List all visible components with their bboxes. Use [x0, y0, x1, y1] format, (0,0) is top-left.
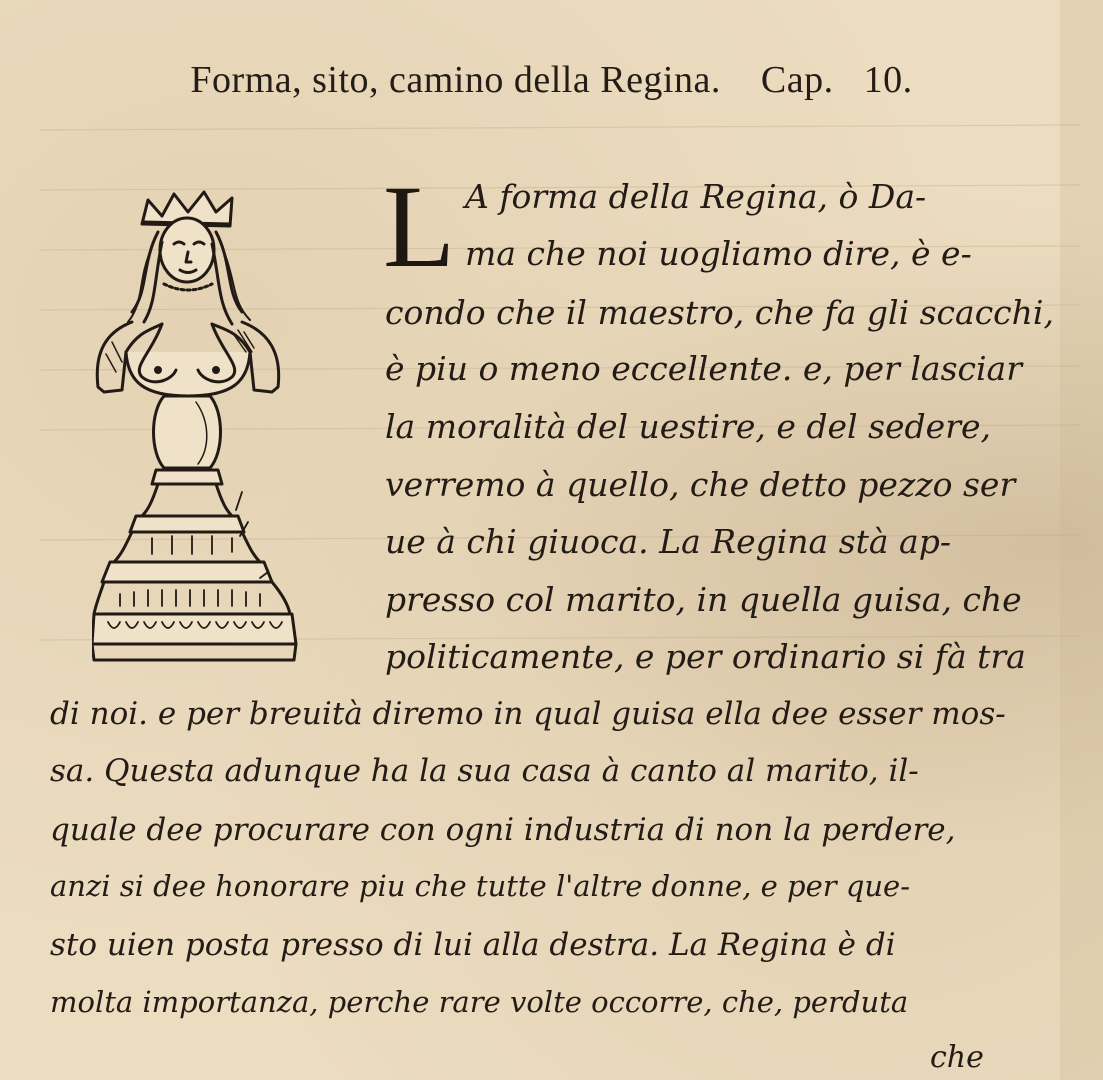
text-line-4: è piu o meno eccellente. e, per lasciar — [385, 349, 1022, 388]
text-line-1: A forma della Regina, ò Da- — [465, 177, 927, 216]
chapter-number: 10. — [863, 59, 913, 101]
text-line-5: la moralità del uestire, e del sedere, — [385, 407, 992, 446]
chess-queen-woodcut-icon — [92, 182, 307, 677]
text-line-7: ue à chi giuoca. La Regina stà ap- — [385, 522, 952, 561]
text-line-11: sa. Questa adunque ha la sua casa à canto al marito, il- — [50, 753, 919, 789]
chapter-label: Cap. — [760, 59, 834, 101]
text-line-10: di noi. e per breuità diremo in qual guisa ella dee esser mos- — [50, 696, 1006, 732]
page-header — [0, 58, 1103, 102]
text-line-6: verremo à quello, che detto pezzo ser — [385, 465, 1016, 504]
text-line-2: ma che noi uogliamo dire, è e- — [465, 234, 972, 273]
text-line-12: quale dee procurare con ogni industria di non la perdere, — [50, 812, 956, 848]
chapter-title: Forma, sito, camino della Regina. — [190, 59, 721, 101]
text-line-15: molta importanza, perche rare volte occorre, che, perduta — [50, 985, 909, 1019]
text-line-13: anzi si dee honorare piu che tutte l'altre donne, e per que- — [50, 869, 911, 903]
catchword: che — [930, 1040, 984, 1075]
text-line-9: politicamente, e per ordinario si fà tra — [385, 637, 1026, 676]
text-line-3: condo che il maestro, che fa gli scacchi, — [385, 293, 1054, 332]
text-line-8: presso col marito, in quella guisa, che — [385, 580, 1022, 619]
drop-cap: L — [383, 161, 456, 292]
text-line-14: sto uien posta presso di lui alla destra. La Regina è di — [50, 927, 896, 963]
